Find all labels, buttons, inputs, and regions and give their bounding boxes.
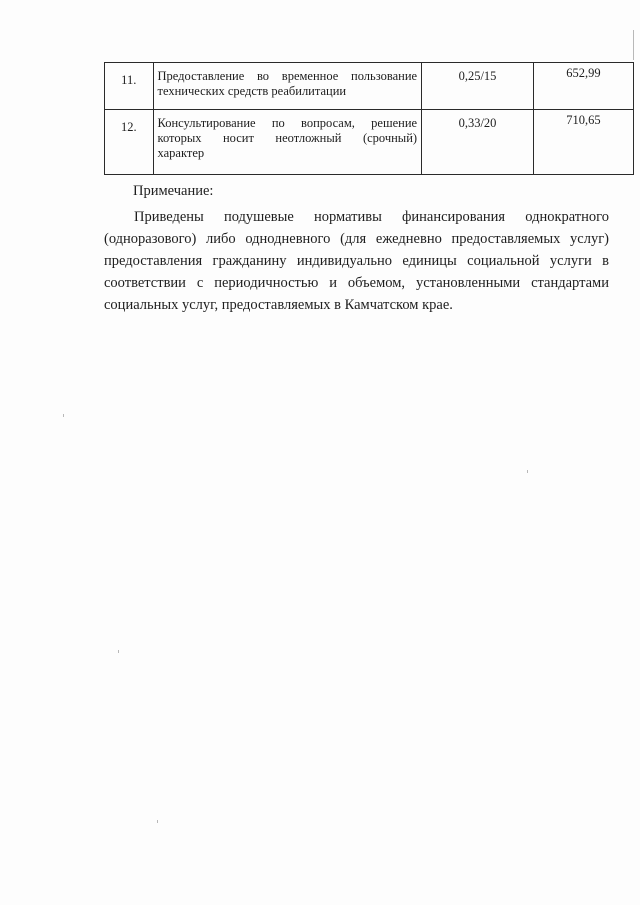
table-row (105, 63, 634, 110)
norm-value: 0,33/20 (422, 110, 534, 175)
note-line: социальных услуг, предоставляемых в Камчатском крае. (104, 297, 453, 313)
service-name-line: Консультирование по вопросам, решение (157, 116, 418, 130)
cost-value: 710,65 (533, 110, 633, 175)
service-name (153, 110, 422, 175)
scan-edge-mark (633, 30, 634, 60)
note-line: (одноразового) либо однодневного (для ежедневно предоставляемых услуг) (104, 231, 609, 247)
note-line: предоставления гражданину индивидуально единицы социальной услуги в (104, 253, 609, 269)
service-name-line: характер (157, 146, 205, 160)
note-line: соответствии с периодичностью и объемом, установленными стандартами (104, 275, 609, 291)
financing-norms-table (104, 62, 634, 175)
scan-speck (63, 414, 64, 417)
table-row (105, 110, 634, 175)
note-paragraph (104, 206, 609, 316)
service-name (153, 63, 422, 110)
cost-value: 652,99 (533, 63, 633, 110)
service-name-line: Предоставление во временное пользование (157, 69, 418, 83)
service-name-line: которых носит неотложный (срочный) (157, 131, 418, 145)
norm-value: 0,25/15 (422, 63, 534, 110)
scan-speck (527, 470, 528, 473)
row-number: 12. (105, 110, 154, 175)
scan-speck (157, 820, 158, 823)
note-title: Примечание: (133, 183, 214, 199)
scan-speck (118, 650, 119, 653)
note-line: Приведены подушевые нормативы финансирования однократного (134, 209, 609, 225)
row-number: 11. (105, 63, 154, 110)
service-name-line: технических средств реабилитации (157, 84, 347, 98)
